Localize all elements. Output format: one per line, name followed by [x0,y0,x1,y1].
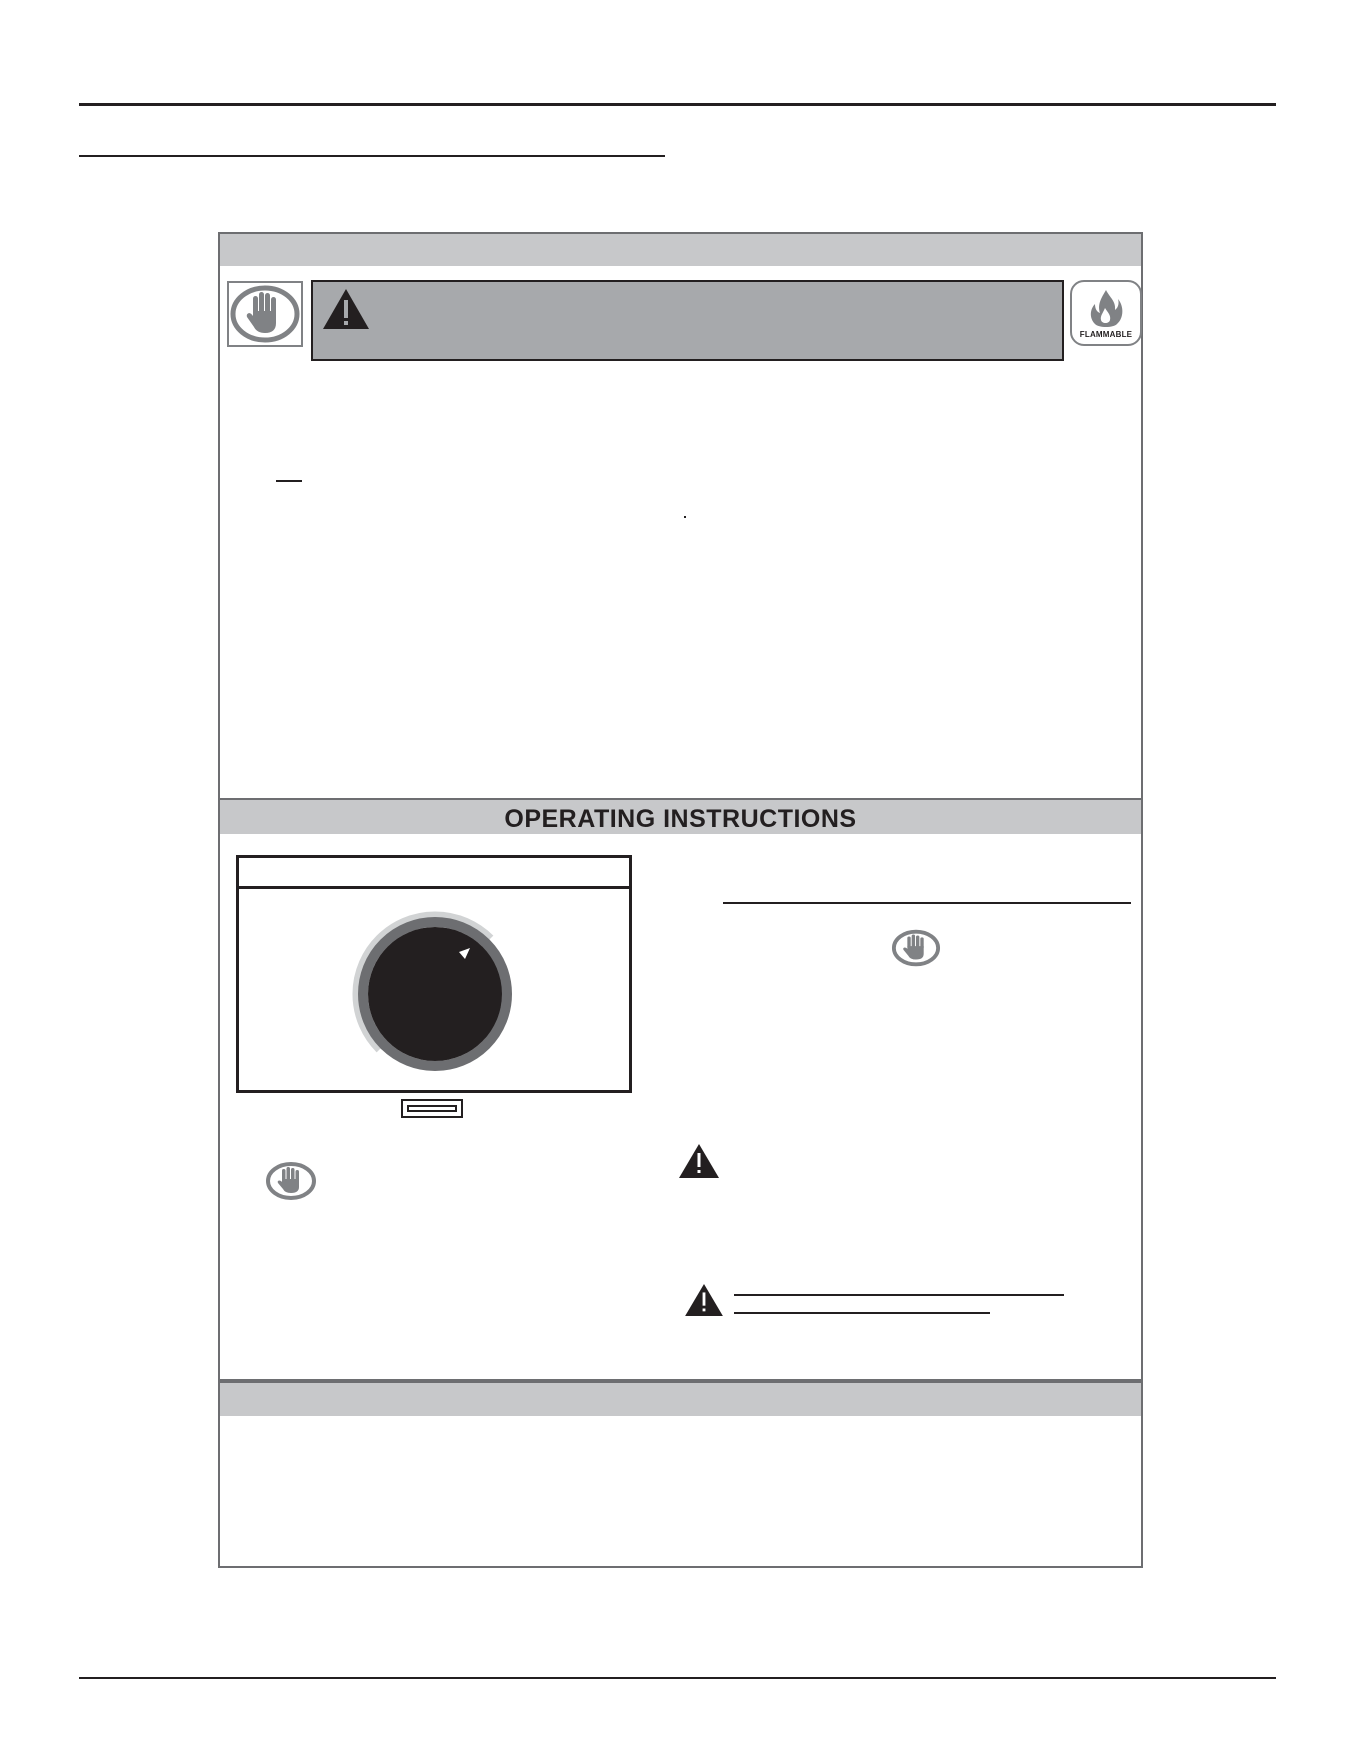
control-knob-panel [236,855,632,1093]
control-knob-illustration [343,902,527,1086]
stop-badge [227,281,303,347]
stop-hand-icon [265,1161,317,1201]
text-underline-mark [276,480,302,482]
header-rule [79,103,1276,106]
knob-face [368,927,502,1061]
note-underline [734,1312,990,1314]
operating-header-band [220,800,1141,834]
stray-dot [684,516,686,518]
knob-slot [401,1099,463,1118]
stop-hand-icon [229,283,301,345]
stop-hand-icon [891,928,941,968]
operating-instructions-box [218,798,1143,1381]
flammable-badge [1070,280,1142,346]
safety-information-box [218,232,1143,800]
note-underline [734,1294,1064,1296]
section-heading-underline [79,155,665,157]
knob-slot-inner [407,1105,457,1112]
shutdown-instructions-box [218,1381,1143,1568]
footer-rule [79,1677,1276,1679]
warning-banner [311,280,1064,361]
flammable-label: FLAMMABLE [1079,330,1133,339]
safety-header-band [220,234,1141,266]
flame-icon [1072,286,1140,332]
operating-instructions-title: OPERATING INSTRUCTIONS [504,805,857,833]
panel-divider [239,886,629,889]
shutdown-header-band [220,1383,1141,1416]
warning-triangle-icon [321,287,371,331]
instruction-underline [723,902,1131,904]
warning-triangle-icon [684,1283,724,1317]
warning-triangle-icon [678,1143,720,1179]
